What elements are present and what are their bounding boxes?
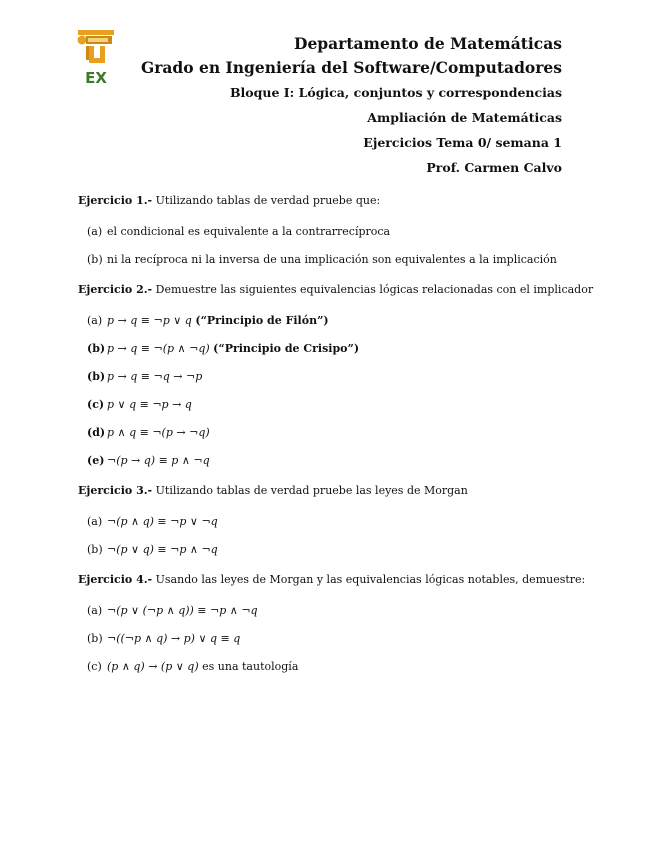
list-item: (c) (p ∧ q) → (p ∨ q) es una tautología: [87, 660, 299, 673]
block-title: Bloque I: Lógica, conjuntos y correspondencias: [229, 85, 562, 100]
list-item: (b) p → q ≡ ¬q → ¬p: [87, 370, 203, 383]
list-item: (a) ¬(p ∧ q) ≡ ¬p ∨ ¬q: [87, 515, 218, 528]
course-title: Ampliación de Matemáticas: [367, 110, 562, 125]
document-header: [141, 35, 562, 176]
department-title: Departamento de Matemáticas: [294, 34, 562, 53]
exercise-2-statement: Ejercicio 2.- Demuestre las siguientes equivalencias lógicas relacionadas con el implicador: [78, 283, 594, 296]
list-item: (a) el condicional es equivalente a la contrarrecíproca: [87, 225, 391, 238]
list-item: (b) ¬(p ∨ q) ≡ ¬p ∧ ¬q: [87, 543, 218, 556]
list-item: (c) p ∨ q ≡ ¬p → q: [87, 398, 192, 411]
list-item: (e) ¬(p → q) ≡ p ∧ ¬q: [87, 454, 210, 467]
degree-title: Grado en Ingeniería del Software/Computadores: [140, 58, 562, 77]
list-item: (a) p → q ≡ ¬p ∨ q (“Principio de Filón”): [87, 314, 329, 327]
svg-text:EX: EX: [85, 69, 107, 87]
exercise-list: [78, 193, 594, 675]
exercises-title: Ejercicios Tema 0/ semana 1: [363, 135, 562, 150]
list-item: (b) ni la recíproca ni la inversa de una implicación son equivalentes a la implicación: [87, 253, 557, 266]
professor-name: Prof. Carmen Calvo: [426, 160, 562, 175]
list-item: (a) ¬(p ∨ (¬p ∧ q)) ≡ ¬p ∧ ¬q: [87, 604, 258, 617]
exercise-3-statement: Ejercicio 3.- Utilizando tablas de verdad pruebe las leyes de Morgan: [78, 484, 468, 497]
university-logo: [76, 28, 116, 88]
list-item: (b) ¬((¬p ∧ q) → p) ∨ q ≡ q: [87, 632, 241, 645]
exercise-1-statement: Ejercicio 1.- Utilizando tablas de verdad pruebe que:: [78, 194, 381, 207]
list-item: (d) p ∧ q ≡ ¬(p → ¬q): [87, 426, 210, 439]
list-item: (b) p → q ≡ ¬(p ∧ ¬q) (“Principio de Crisipo”): [87, 342, 360, 355]
exercise-4-statement: Ejercicio 4.- Usando las leyes de Morgan y las equivalencias lógicas notables, demuestre:: [78, 573, 586, 586]
